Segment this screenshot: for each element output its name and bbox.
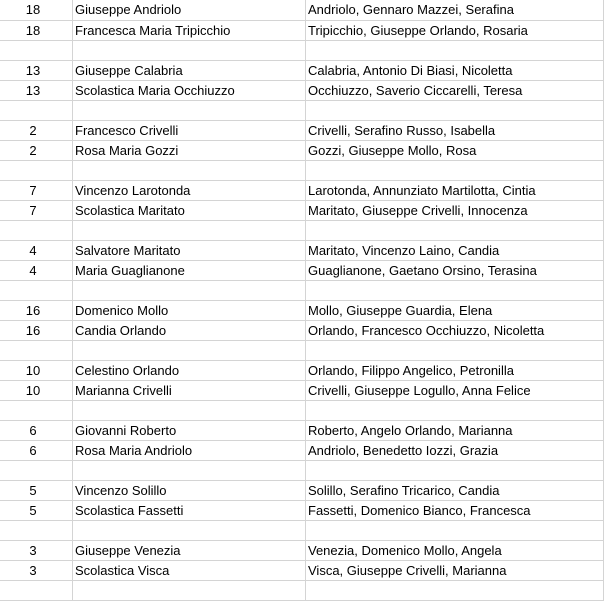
table-row xyxy=(0,381,604,401)
parents-cell[interactable] xyxy=(306,401,604,420)
name-cell[interactable]: Giuseppe Venezia xyxy=(73,541,306,560)
number-cell[interactable] xyxy=(0,521,73,540)
table-row xyxy=(0,181,604,201)
number-cell[interactable]: 5 xyxy=(0,501,73,520)
parents-cell[interactable]: Guaglianone, Gaetano Orsino, Terasina xyxy=(306,261,604,280)
table-row xyxy=(0,141,604,161)
table-row xyxy=(0,501,604,521)
name-cell[interactable] xyxy=(73,101,306,120)
parents-cell[interactable]: Calabria, Antonio Di Biasi, Nicoletta xyxy=(306,61,604,80)
parents-cell[interactable] xyxy=(306,221,604,240)
number-cell[interactable] xyxy=(0,461,73,480)
number-cell[interactable]: 10 xyxy=(0,361,73,380)
number-cell[interactable]: 2 xyxy=(0,121,73,140)
table-row xyxy=(0,461,604,481)
name-cell[interactable]: Scolastica Maritato xyxy=(73,201,306,220)
number-cell[interactable] xyxy=(0,281,73,300)
table-row xyxy=(0,301,604,321)
parents-cell[interactable]: Crivelli, Serafino Russo, Isabella xyxy=(306,121,604,140)
number-cell[interactable]: 10 xyxy=(0,381,73,400)
name-cell[interactable]: Scolastica Visca xyxy=(73,561,306,580)
number-cell[interactable] xyxy=(0,101,73,120)
table-row xyxy=(0,341,604,361)
table-row xyxy=(0,201,604,221)
parents-cell[interactable] xyxy=(306,281,604,300)
table-row xyxy=(0,121,604,141)
number-cell[interactable]: 18 xyxy=(0,21,73,40)
name-cell[interactable]: Giuseppe Calabria xyxy=(73,61,306,80)
name-cell[interactable] xyxy=(73,161,306,180)
number-cell[interactable] xyxy=(0,41,73,60)
parents-cell[interactable]: Fassetti, Domenico Bianco, Francesca xyxy=(306,501,604,520)
number-cell[interactable]: 7 xyxy=(0,181,73,200)
name-cell[interactable]: Domenico Mollo xyxy=(73,301,306,320)
table-row xyxy=(0,101,604,121)
number-cell[interactable]: 3 xyxy=(0,561,73,580)
table-row xyxy=(0,81,604,101)
name-cell[interactable]: Salvatore Maritato xyxy=(73,241,306,260)
table-row xyxy=(0,281,604,301)
parents-cell[interactable]: Andriolo, Gennaro Mazzei, Serafina xyxy=(306,0,604,20)
name-cell[interactable] xyxy=(73,401,306,420)
table-row xyxy=(0,521,604,541)
parents-cell[interactable]: Occhiuzzo, Saverio Ciccarelli, Teresa xyxy=(306,81,604,100)
table-row xyxy=(0,361,604,381)
parents-cell[interactable]: Visca, Giuseppe Crivelli, Marianna xyxy=(306,561,604,580)
name-cell[interactable] xyxy=(73,221,306,240)
parents-cell[interactable] xyxy=(306,341,604,360)
name-cell[interactable]: Vincenzo Solillo xyxy=(73,481,306,500)
number-cell[interactable]: 4 xyxy=(0,261,73,280)
name-cell[interactable] xyxy=(73,461,306,480)
number-cell[interactable]: 5 xyxy=(0,481,73,500)
table-row xyxy=(0,221,604,241)
name-cell[interactable]: Giuseppe Andriolo xyxy=(73,0,306,20)
name-cell[interactable] xyxy=(73,41,306,60)
parents-cell[interactable]: Gozzi, Giuseppe Mollo, Rosa xyxy=(306,141,604,160)
table-row xyxy=(0,421,604,441)
table-row xyxy=(0,0,604,21)
number-cell[interactable] xyxy=(0,161,73,180)
table-row xyxy=(0,321,604,341)
name-cell[interactable]: Celestino Orlando xyxy=(73,361,306,380)
table-row xyxy=(0,561,604,581)
name-cell[interactable]: Rosa Maria Andriolo xyxy=(73,441,306,460)
parents-cell[interactable]: Mollo, Giuseppe Guardia, Elena xyxy=(306,301,604,320)
table-row xyxy=(0,481,604,501)
parents-cell[interactable] xyxy=(306,581,604,600)
parents-cell[interactable]: Maritato, Giuseppe Crivelli, Innocenza xyxy=(306,201,604,220)
number-cell[interactable]: 7 xyxy=(0,201,73,220)
parents-cell[interactable]: Crivelli, Giuseppe Logullo, Anna Felice xyxy=(306,381,604,400)
name-cell[interactable] xyxy=(73,581,306,600)
parents-cell[interactable]: Solillo, Serafino Tricarico, Candia xyxy=(306,481,604,500)
name-cell[interactable]: Rosa Maria Gozzi xyxy=(73,141,306,160)
parents-cell[interactable]: Venezia, Domenico Mollo, Angela xyxy=(306,541,604,560)
number-cell[interactable]: 6 xyxy=(0,441,73,460)
number-cell[interactable] xyxy=(0,221,73,240)
name-cell[interactable]: Giovanni Roberto xyxy=(73,421,306,440)
name-cell[interactable]: Maria Guaglianone xyxy=(73,261,306,280)
name-cell[interactable] xyxy=(73,341,306,360)
number-cell[interactable]: 13 xyxy=(0,81,73,100)
name-cell[interactable]: Vincenzo Larotonda xyxy=(73,181,306,200)
parents-cell[interactable]: Roberto, Angelo Orlando, Marianna xyxy=(306,421,604,440)
number-cell[interactable] xyxy=(0,581,73,600)
table-row xyxy=(0,441,604,461)
parents-cell[interactable]: Orlando, Filippo Angelico, Petronilla xyxy=(306,361,604,380)
name-cell[interactable]: Francesca Maria Tripicchio xyxy=(73,21,306,40)
name-cell[interactable]: Scolastica Maria Occhiuzzo xyxy=(73,81,306,100)
number-cell[interactable]: 2 xyxy=(0,141,73,160)
number-cell[interactable]: 16 xyxy=(0,301,73,320)
parents-cell[interactable]: Larotonda, Annunziato Martilotta, Cintia xyxy=(306,181,604,200)
number-cell[interactable] xyxy=(0,401,73,420)
number-cell[interactable]: 3 xyxy=(0,541,73,560)
name-cell[interactable] xyxy=(73,281,306,300)
table-row xyxy=(0,581,604,601)
parents-cell[interactable]: Orlando, Francesco Occhiuzzo, Nicoletta xyxy=(306,321,604,340)
parents-cell[interactable] xyxy=(306,521,604,540)
number-cell[interactable]: 16 xyxy=(0,321,73,340)
table-row xyxy=(0,261,604,281)
number-cell[interactable]: 18 xyxy=(0,0,73,20)
table-row xyxy=(0,21,604,41)
table-row xyxy=(0,161,604,181)
table-row xyxy=(0,41,604,61)
table-row xyxy=(0,401,604,421)
number-cell[interactable]: 13 xyxy=(0,61,73,80)
parents-cell[interactable] xyxy=(306,41,604,60)
table-row xyxy=(0,61,604,81)
parents-cell[interactable]: Tripicchio, Giuseppe Orlando, Rosaria xyxy=(306,21,604,40)
number-cell[interactable]: 4 xyxy=(0,241,73,260)
name-cell[interactable]: Scolastica Fassetti xyxy=(73,501,306,520)
number-cell[interactable]: 6 xyxy=(0,421,73,440)
parents-cell[interactable] xyxy=(306,101,604,120)
table-row xyxy=(0,541,604,561)
parents-cell[interactable] xyxy=(306,461,604,480)
number-cell[interactable] xyxy=(0,341,73,360)
name-cell[interactable]: Francesco Crivelli xyxy=(73,121,306,140)
table-row xyxy=(0,241,604,261)
parents-cell[interactable] xyxy=(306,161,604,180)
name-cell[interactable]: Marianna Crivelli xyxy=(73,381,306,400)
name-cell[interactable] xyxy=(73,521,306,540)
parents-cell[interactable]: Maritato, Vincenzo Laino, Candia xyxy=(306,241,604,260)
name-cell[interactable]: Candia Orlando xyxy=(73,321,306,340)
parents-cell[interactable]: Andriolo, Benedetto Iozzi, Grazia xyxy=(306,441,604,460)
